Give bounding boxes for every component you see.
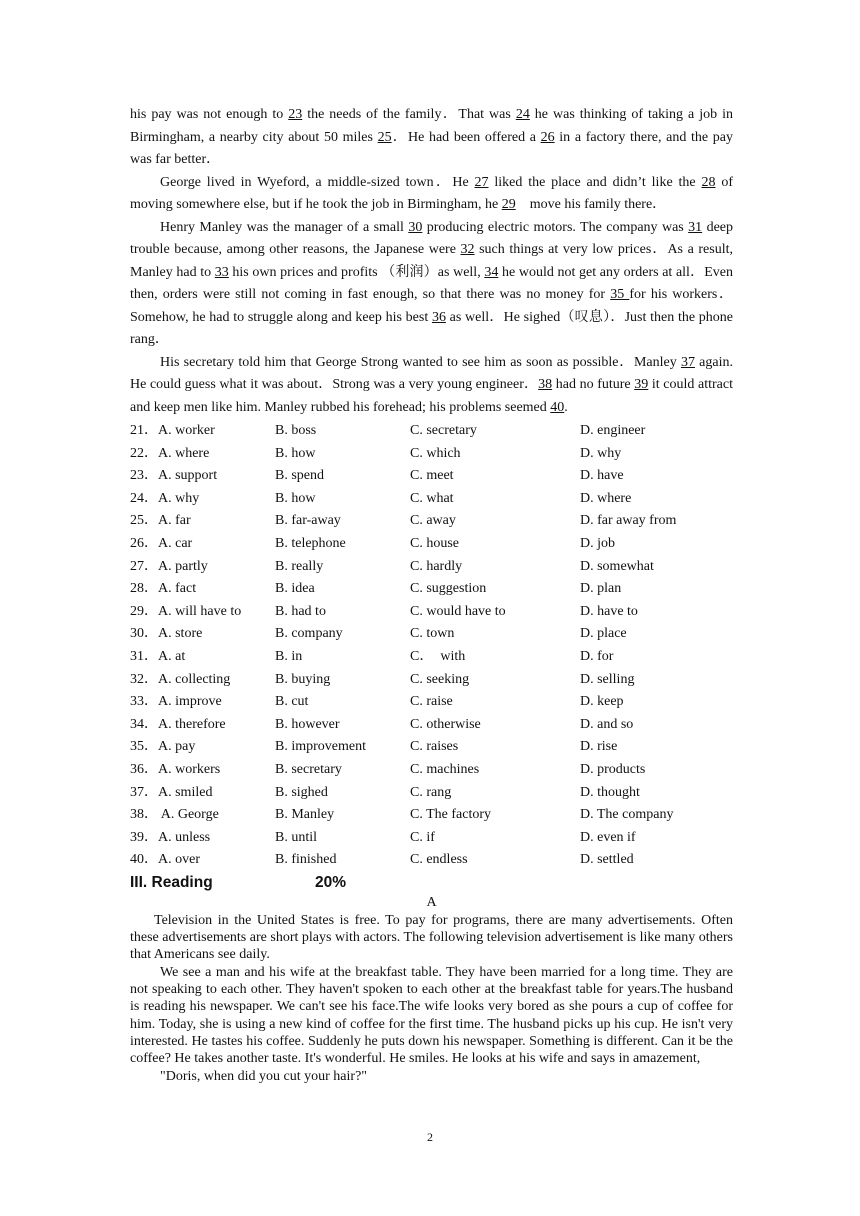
blank-38: 38 (538, 377, 553, 392)
blank-34: 34 (484, 264, 499, 280)
option-row-29: 29．A. will have to B. had to C. would have to D. have to (130, 603, 638, 619)
reading-paragraph-3: "Doris, when did you cut your hair?" (160, 1068, 367, 1084)
option-row-33: 33．A. improve B. cut C. raise D. keep (130, 694, 624, 710)
section-title: III. Reading (130, 873, 213, 891)
option-row-36: 36．A. workers B. secretary C. machines D. products (130, 761, 646, 777)
option-row-32: 32．A. collecting B. buying C. seeking D. selling (130, 671, 635, 687)
blank-28: 28 (701, 174, 716, 190)
blank-36: 36 (431, 309, 446, 325)
passage-paragraph-4: His secretary told him that George Strong wanted to see him as soon as possible．Manley 37 again. He could guess what it was about．Strong was a very young engineer．38 had no future 39 it could attract and keep men like him. Manley rubbed his forehead; his problems seemed 40. (130, 354, 733, 415)
reading-paragraph-2: We see a man and his wife at the breakfast table. They have been married for a long time. They are not speaking to each other. They haven't spoken to each other at the breakfast table for years.The husband is reading his newspaper. We can't see his face.The wife looks very bored as she pours a cup of coffee for him. Today, she is using a new kind of coffee for the first time. The husband picks up his cup. He isn't very interested. He tastes his coffee. Suddenly he puts down his newspaper. Something is different. Can it be the coffee? He takes another taste. It's wonderful. He smiles. He looks at his wife and says in amazement, (130, 964, 733, 1067)
blank-35: 35 (610, 287, 630, 302)
blank-30: 30 (408, 219, 423, 235)
option-row-24: 24．A. why B. how C. what D. where (130, 490, 632, 506)
passage-paragraph-3: Henry Manley was the manager of a small 30 producing electric motors. The company was 31 deep trouble because, among other reasons, the Japanese were 32 such things at very low prices．As a result, Manley had to 33 his own prices and profits （利润）as well, 34 he would not get any orders at all．Even then, orders were still not coming in fast enough, so that there was no money for 35 for his workers．Somehow, he had to struggle along and keep his best 36 as well．He sighed（叹息）．Just then the phone rang． (130, 219, 734, 347)
option-row-31: 31．A. at B. in C． with D. for (130, 648, 614, 664)
section-heading-reading (130, 872, 733, 894)
blank-26: 26 (540, 129, 555, 145)
blank-33: 33 (214, 264, 229, 280)
option-row-38: 38． A. George B. Manley C. The factory D. The company (130, 807, 674, 823)
option-row-22: 22．A. where B. how C. which D. why (130, 445, 622, 461)
section-percent: 20% (315, 873, 347, 891)
blank-29: 29 (501, 197, 516, 212)
blank-23: 23 (288, 107, 303, 122)
blank-37: 37 (680, 354, 695, 370)
reading-passage-a (130, 912, 733, 1085)
blank-32: 32 (460, 242, 475, 257)
option-row-25: 25．A. far B. far-away C. away D. far away from (130, 513, 677, 529)
option-row-21: 21．A. worker B. boss C. secretary D. engineer (130, 423, 646, 438)
passage-paragraph-2: George lived in Wyeford, a middle-sized town．He 27 liked the place and didn’t like the 28 of moving somewhere else, but if he took the job in Birmingham, he 29 move his family there． (130, 174, 733, 212)
answer-options (130, 420, 733, 872)
option-row-27: 27．A. partly B. really C. hardly D. somewhat (130, 558, 654, 574)
blank-39: 39 (634, 377, 649, 392)
blank-24: 24 (515, 107, 530, 122)
option-row-26: 26．A. car B. telephone C. house D. job (130, 535, 615, 551)
passage-paragraph-1: his pay was not enough to 23 the needs of the family．That was 24 he was thinking of taking a job in Birmingham, a nearby city about 50 miles 25．He had been offered a 26 in a factory there, and the pay was far better． (130, 107, 733, 167)
option-row-28: 28．A. fact B. idea C. suggestion D. plan (130, 581, 622, 597)
option-row-39: 39．A. unless B. until C. if D. even if (130, 829, 636, 845)
blank-27: 27 (474, 174, 489, 190)
reading-paragraph-1: Television in the United States is free. To pay for programs, there are many advertisements. Often these advertisements are short plays with actors. The following television advertisement is like many others that Americans see daily. (130, 912, 733, 963)
option-row-34: 34．A. therefore B. however C. otherwise D. and so (130, 716, 634, 732)
passage-label: A (426, 894, 437, 910)
option-row-30: 30．A. store B. company C. town D. place (130, 626, 627, 642)
option-row-37: 37．A. smiled B. sighed C. rang D. thought (130, 784, 640, 800)
blank-25: 25 (377, 129, 392, 145)
option-row-23: 23．A. support B. spend C. meet D. have (130, 468, 624, 484)
blank-40: 40 (550, 399, 565, 415)
page-number: 2 (427, 1130, 433, 1144)
option-row-40: 40．A. over B. finished C. endless D. settled (130, 852, 634, 868)
document-page (130, 104, 733, 1085)
blank-31: 31 (688, 219, 703, 235)
option-row-35: 35．A. pay B. improvement C. raises D. rise (130, 739, 618, 755)
